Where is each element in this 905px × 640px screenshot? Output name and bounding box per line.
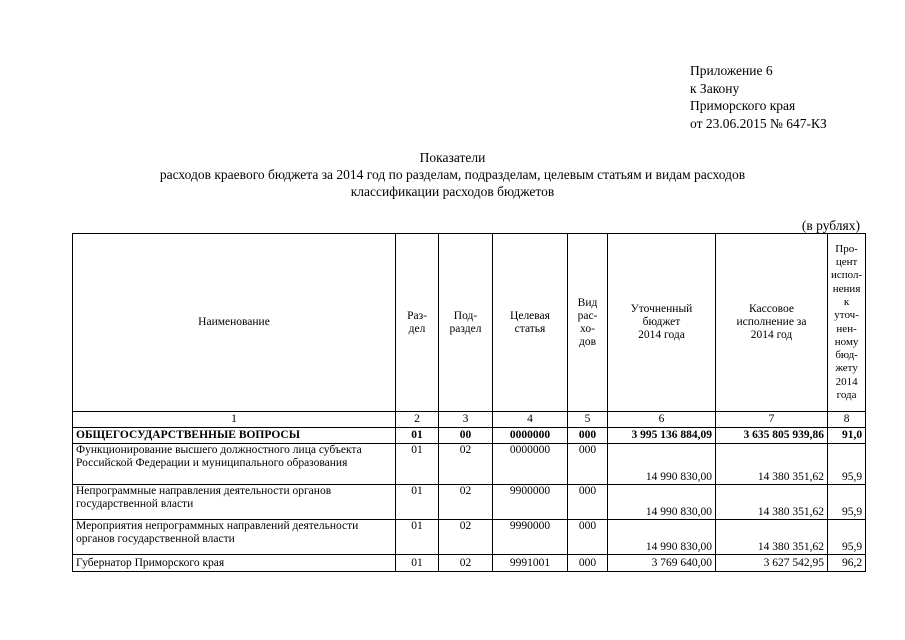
row-type: 000	[568, 428, 608, 444]
header-target-article: Целевая статья	[493, 234, 568, 412]
row-percent: 95,9	[828, 444, 866, 485]
row-type: 000	[568, 444, 608, 485]
column-number: 5	[568, 412, 608, 428]
table-row	[73, 555, 866, 572]
title-line: расходов краевого бюджета за 2014 год по разделам, подразделам, целевым статьям и видам расходов	[159, 167, 746, 182]
row-section: 01	[396, 555, 439, 572]
title-line: Показатели	[419, 150, 486, 165]
row-budget: 14 990 830,00	[608, 485, 716, 520]
row-subsection: 02	[439, 555, 493, 572]
column-number: 4	[493, 412, 568, 428]
appendix-line: к Закону	[690, 80, 740, 96]
row-name: Функционирование высшего должностного лица субъекта Российской Федерации и муниципального образования	[73, 444, 396, 485]
header-subsection: Под- раздел	[439, 234, 493, 412]
appendix-line: Приложение 6	[690, 63, 773, 78]
header-name: Наименование	[73, 234, 396, 412]
column-number: 1	[73, 412, 396, 428]
row-execution: 3 635 805 939,86	[716, 428, 828, 444]
row-budget: 3 769 640,00	[608, 555, 716, 572]
row-name: ОБЩЕГОСУДАРСТВЕННЫЕ ВОПРОСЫ	[73, 428, 396, 444]
row-section: 01	[396, 444, 439, 485]
row-name: Мероприятия непрограммных направлений деятельности органов государственной власти	[73, 520, 396, 555]
column-number: 7	[716, 412, 828, 428]
document-title	[0, 149, 905, 200]
table-row	[73, 485, 866, 520]
header-section: Раз- дел	[396, 234, 439, 412]
row-execution: 14 380 351,62	[716, 444, 828, 485]
row-subsection: 02	[439, 444, 493, 485]
table-row	[73, 444, 866, 485]
appendix-line: Приморского края	[690, 98, 796, 113]
row-target: 9990000	[493, 520, 568, 555]
row-budget: 3 995 136 884,09	[608, 428, 716, 444]
header-execution-percent: Про- цент испол- нения к уточ- нен- ному бюд- жету 2014 года	[828, 234, 866, 412]
header-row	[73, 234, 866, 412]
column-number-row	[73, 412, 866, 428]
row-target: 9991001	[493, 555, 568, 572]
header-cash-execution: Кассовое исполнение за 2014 год	[716, 234, 828, 412]
row-name: Губернатор Приморского края	[73, 555, 396, 572]
header-revised-budget: Уточненный бюджет 2014 года	[608, 234, 716, 412]
row-budget: 14 990 830,00	[608, 444, 716, 485]
row-percent: 96,2	[828, 555, 866, 572]
row-section: 01	[396, 520, 439, 555]
column-number: 3	[439, 412, 493, 428]
row-subsection: 00	[439, 428, 493, 444]
column-number: 8	[828, 412, 866, 428]
row-percent: 91,0	[828, 428, 866, 444]
row-section: 01	[396, 428, 439, 444]
row-type: 000	[568, 555, 608, 572]
column-number: 6	[608, 412, 716, 428]
row-target: 9900000	[493, 485, 568, 520]
row-subsection: 02	[439, 485, 493, 520]
row-execution: 3 627 542,95	[716, 555, 828, 572]
table-row	[73, 428, 866, 444]
title-line: классификации расходов бюджетов	[350, 184, 555, 199]
units-note: (в рублях)	[801, 218, 860, 233]
row-execution: 14 380 351,62	[716, 485, 828, 520]
expenditure-table	[72, 233, 866, 572]
row-execution: 14 380 351,62	[716, 520, 828, 555]
header-expense-type: Вид рас- хо- дов	[568, 234, 608, 412]
row-budget: 14 990 830,00	[608, 520, 716, 555]
row-section: 01	[396, 485, 439, 520]
row-subsection: 02	[439, 520, 493, 555]
column-number: 2	[396, 412, 439, 428]
row-target: 0000000	[493, 428, 568, 444]
row-percent: 95,9	[828, 520, 866, 555]
table-row	[73, 520, 866, 555]
row-type: 000	[568, 520, 608, 555]
appendix-line: от 23.06.2015 № 647-КЗ	[690, 115, 827, 131]
appendix-block	[690, 62, 827, 132]
row-percent: 95,9	[828, 485, 866, 520]
row-name: Непрограммные направления деятельности органов государственной власти	[73, 485, 396, 520]
row-target: 0000000	[493, 444, 568, 485]
row-type: 000	[568, 485, 608, 520]
